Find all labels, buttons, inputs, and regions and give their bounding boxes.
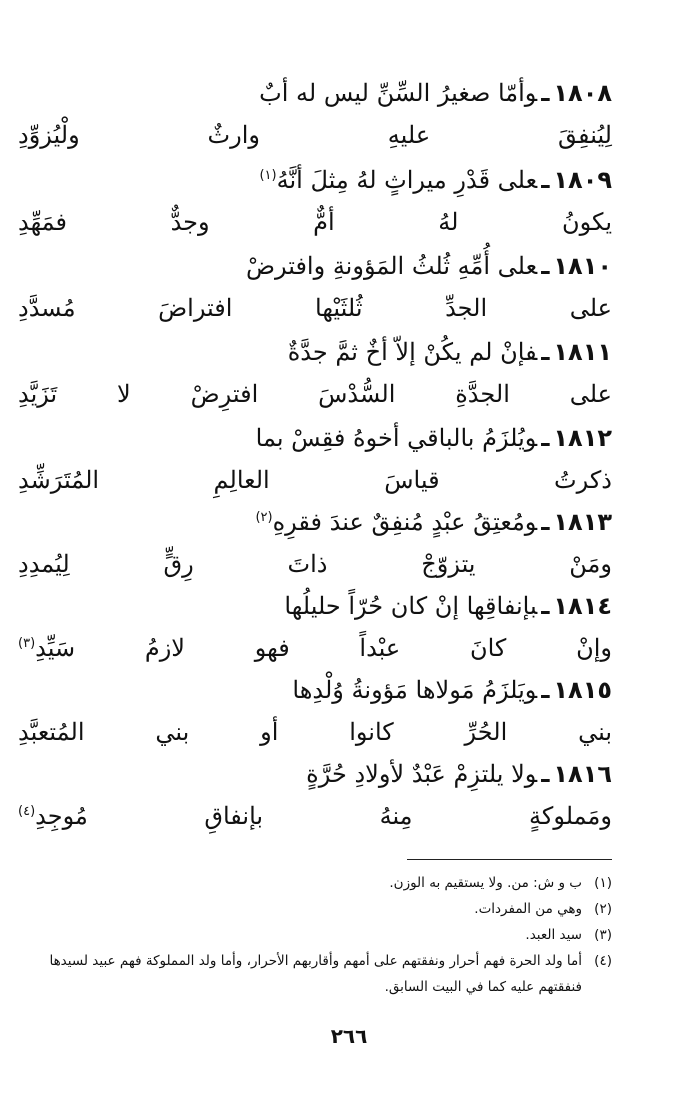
verse-1809 xyxy=(18,159,612,243)
verse-first-hemistich xyxy=(18,72,612,114)
verse-separator: ـ xyxy=(541,424,550,452)
verse-1810 xyxy=(18,245,612,329)
verse-1814 xyxy=(18,585,612,669)
verse-second-hemistich: على الجدَّةِ السُّدْسَ افترِضْ لا تَزَيَّدِ xyxy=(18,380,612,408)
verse-number: ١٨١٤ xyxy=(553,592,612,620)
verse-number: ١٨١٢ xyxy=(553,424,612,452)
verse-second-hemistich: لِيُنفِقَ عليهِ وارثٌ ولْيُزوِّدِ xyxy=(18,121,612,149)
verse-text: ويُلزَمُ بالباقي أخوهُ فقِسْ بما xyxy=(255,424,538,452)
footnote-marker: (٢) xyxy=(594,901,612,917)
verse-number: ١٨١٠ xyxy=(553,252,612,280)
footnotes xyxy=(18,870,612,1000)
verse-text: ويَلزَمُ مَولاها مَؤونةُ وُلْدِها xyxy=(292,676,538,704)
verse-separator: ـ xyxy=(541,166,550,194)
footnote-text: وهي من المفردات. xyxy=(474,901,582,917)
footnote-ref: (٢) xyxy=(255,510,273,525)
verse-first-hemistich xyxy=(18,331,612,373)
verse-second-hemistich: على الجدِّ ثُلثَيْها افتراضَ مُسدَّدِ xyxy=(18,294,612,322)
verse-first-hemistich xyxy=(18,669,612,711)
verse-second-hemistich: ومَنْ يتزوّجْ ذاتَ رِقٍّ لِيُمدِدِ xyxy=(18,550,612,578)
verse-first-hemistich xyxy=(18,417,612,459)
verse-1815 xyxy=(18,669,612,753)
verse-1813 xyxy=(18,501,612,585)
verse-number: ١٨٠٨ xyxy=(553,79,612,107)
verse-text: وأمّا صغيرُ السِّنِّ ليس له أبٌ xyxy=(259,79,538,107)
verse-second-hemistich xyxy=(18,627,612,669)
verse-number: ١٨١١ xyxy=(553,338,612,366)
footnote-marker: (١) xyxy=(594,875,612,891)
verse-separator: ـ xyxy=(541,79,550,107)
footnote-divider xyxy=(407,859,612,860)
footnote-text: ب و ش: من. ولا يستقيم به الوزن. xyxy=(389,875,582,891)
verse-separator: ـ xyxy=(541,338,550,366)
verse-text: ومَملوكةٍ مِنهُ بإنفاقِ مُوجِدِ xyxy=(35,802,612,830)
verse-second-hemistich: بني الحُرِّ كانوا أو بني المُتعبَّدِ xyxy=(18,718,612,746)
footnote-text: أما ولد الحرة فهم أحرار ونفقتهم على أمهم وأقاربهم الأحرار، وأما ولد المملوكة فهم عبيد لسيدها فنفقتهم عليه كما في البيت السابق. xyxy=(49,953,582,995)
footnote-item xyxy=(18,896,612,922)
verse-separator: ـ xyxy=(541,252,550,280)
verse-separator: ـ xyxy=(541,760,550,788)
verse-text: فإنْ لم يكُنْ إلاّ أخٌ ثمَّ جدَّةٌ xyxy=(287,338,538,366)
verse-second-hemistich: ذكرتُ قياسَ العالِمِ المُتَرَشِّدِ xyxy=(18,466,612,494)
verse-text: ولا يلتزِمْ عَبْدٌ لأولادِ حُرَّةٍ xyxy=(306,760,538,788)
verse-first-hemistich xyxy=(18,501,612,543)
verse-text: وإنْ كانَ عبْداً فهو لازمُ سَيِّدِ xyxy=(35,634,612,662)
verse-1812 xyxy=(18,417,612,501)
verse-number: ١٨١٥ xyxy=(553,676,612,704)
verse-second-hemistich xyxy=(18,795,612,837)
verse-first-hemistich xyxy=(18,753,612,795)
verse-number: ١٨١٣ xyxy=(553,508,612,536)
page-number: ٢٦٦ xyxy=(330,1024,368,1048)
verse-number: ١٨١٦ xyxy=(553,760,612,788)
footnote-item xyxy=(18,870,612,896)
footnote-ref: (١) xyxy=(259,168,277,183)
footnote-ref: (٤) xyxy=(18,804,36,819)
footnote-item xyxy=(18,922,612,948)
verse-1808 xyxy=(18,72,612,156)
verse-text: ومُعتِقُ عبْدٍ مُنفِقٌ عندَ فقرِهِ xyxy=(272,508,538,536)
verse-first-hemistich xyxy=(18,585,612,627)
verse-text: بإنفاقِها إنْ كان حُرّاً حليلُها xyxy=(284,592,538,620)
footnote-marker: (٤) xyxy=(594,953,612,969)
verse-second-hemistich: يكونُ لهُ أمٌّ وجدٌّ فمَهِّدِ xyxy=(18,208,612,236)
footnote-marker: (٣) xyxy=(594,927,612,943)
verse-text: على قَدْرِ ميراثٍ لهُ مِثلَ أنَّهُ xyxy=(276,166,538,194)
verse-text: على أُمِّهِ ثُلثُ المَؤونةِ وافترضْ xyxy=(245,252,538,280)
footnote-item xyxy=(18,948,612,1000)
verse-first-hemistich xyxy=(18,245,612,287)
footnote-text: سيد العبد. xyxy=(525,927,582,943)
footnote-ref: (٣) xyxy=(18,636,36,651)
verse-number: ١٨٠٩ xyxy=(553,166,612,194)
verse-separator: ـ xyxy=(541,676,550,704)
verse-first-hemistich xyxy=(18,159,612,201)
verse-1811 xyxy=(18,331,612,415)
verse-1816 xyxy=(18,753,612,837)
verse-separator: ـ xyxy=(541,592,550,620)
verse-separator: ـ xyxy=(541,508,550,536)
